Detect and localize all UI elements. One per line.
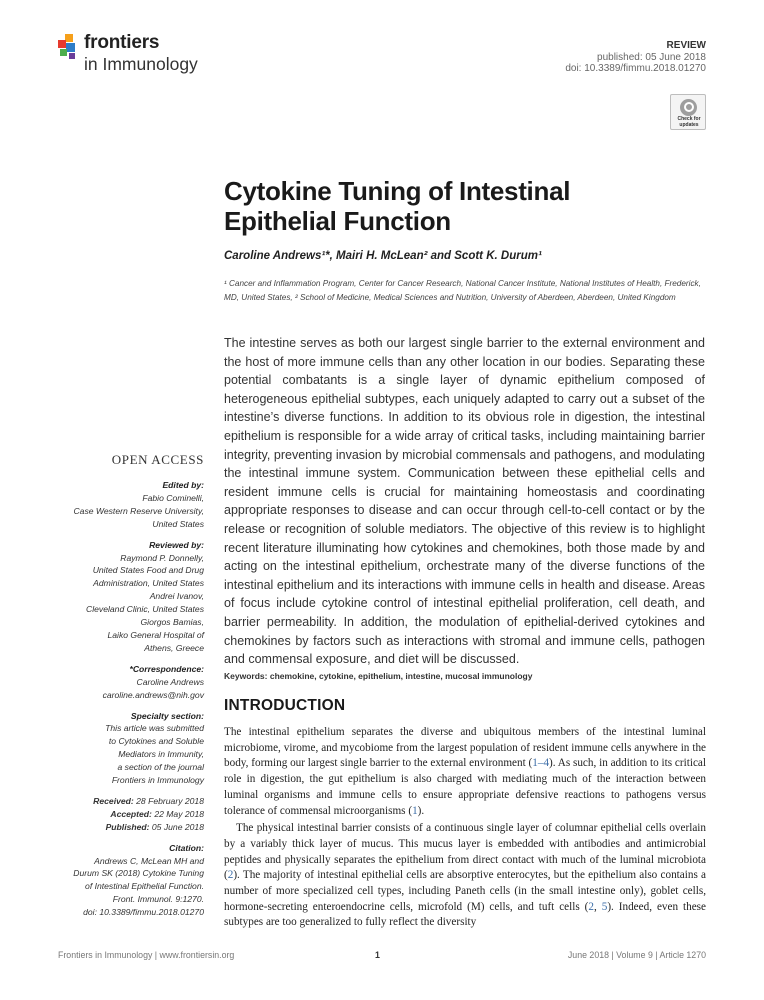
sidebar-line: Caroline Andrews bbox=[136, 676, 204, 687]
sidebar-line: a section of the journal bbox=[117, 762, 204, 773]
article-sidebar bbox=[58, 452, 204, 927]
correspondence-section bbox=[58, 663, 204, 702]
intro-paragraph-1: The intestinal epithelium separates the diverse and ubiquitous members of the intestinal luminal microbiome, virome, and mycobiome from the largest population of resident immune cells anywhere in the body, forming our largest single barrier to the external environment (1–4). As such, in addition to its critical role in digestion, the gut epithelium is also charged with mediating much of the interaction between luminal organisms and immune cells to ensure appropriate defensive reactions to pathogens versus tolerance of commensal microorganisms (1). bbox=[224, 726, 706, 817]
reviewed-by-heading: Reviewed by: bbox=[149, 539, 204, 550]
citation-link[interactable]: 5 bbox=[601, 900, 608, 913]
sidebar-line: Mediators in Immunity, bbox=[118, 749, 204, 760]
sidebar-line: to Cytokines and Soluble bbox=[108, 736, 204, 747]
sidebar-line: Andrei Ivanov, bbox=[149, 591, 204, 602]
logo-wordmark-journal: in Immunology bbox=[84, 54, 198, 74]
sidebar-line: Giorgos Bamias, bbox=[140, 617, 204, 628]
correspondence-email[interactable]: caroline.andrews@nih.gov bbox=[102, 689, 204, 700]
article-doi[interactable]: doi: 10.3389/fimmu.2018.01270 bbox=[565, 63, 706, 74]
title-line-2: Epithelial Function bbox=[224, 206, 451, 236]
intro-paragraph-2: The physical intestinal barrier consists of a continuous single layer of columnar epithelial cells overlain by a variably thick layer of mucus. This mucus layer is embedded with antibodies and antimicrobial peptides and physically separates the epithelium from direct contact with much of the luminal microbiota (2). The majority of intestinal epithelial cells are absorptive enterocytes, but the epithelium also contains a number of more specialized cell types, including Paneth cells (in the small intestine only), goblet cells, hormone-secreting enteroendocrine cells, microfold (M) cells, and tuft cells (2, 5). Indeed, even these subtypes are too generalized to fully reflect the diversity bbox=[224, 822, 706, 929]
keywords bbox=[224, 671, 704, 681]
abstract-text: The intestine serves as both our largest single barrier to the external environment and the host of more immune cells than any other location in our bodies. Separating these potential combatants is a single layer of dynamic epithelium composed of heterogeneous epithelial subtypes, each uniquely adapted to carry out a subset of the intestine’s diverse functions. In addition to its obvious role in digestion, the intestinal epithelium is responsible for a wide array of critical tasks, including maintaining barrier integrity, preventing invasion by microbial commensals and pathogens, and modulating the intestinal immune system. Communication between these epithelial cells and resident immune cells is crucial for maintaining homeostasis and coordinating appropriate responses to disease and can occur through cell-to-cell contact or by the release or recognition of soluble mediators. The objective of this review is to highlight recent literature illuminating how cytokines and chemokines, both those made by and acting on the intestinal epithelium, orchestrate many of the diverse functions of the intestinal epithelium and its interactions with immune cells in health and disease. Areas of focus include cytokine control of intestinal epithelial proliferation, cell death, and barrier permeability. In addition, the modulation of epithelial-derived cytokines and chemokines by factors such as interactions with stromal and immune cells, pathogen and commensal exposure, and diet will be discussed. bbox=[224, 336, 705, 667]
specialty-section bbox=[58, 710, 204, 787]
accepted-date: Accepted: 22 May 2018 bbox=[110, 808, 204, 819]
received-date: Received: 28 February 2018 bbox=[93, 795, 204, 806]
article-meta bbox=[565, 40, 706, 75]
specialty-heading: Specialty section: bbox=[130, 710, 204, 721]
sidebar-line: Frontiers in Immunology bbox=[111, 775, 204, 786]
check-for-updates-badge[interactable] bbox=[670, 94, 706, 130]
sidebar-line: Andrews C, McLean MH and bbox=[94, 855, 204, 866]
sidebar-line: of Intestinal Epithelial Function. bbox=[85, 881, 204, 892]
correspondence-heading: *Correspondence: bbox=[129, 663, 204, 674]
keywords-label: Keywords: bbox=[224, 671, 268, 681]
sidebar-line: United States Food and Drug bbox=[92, 565, 204, 576]
citation-heading: Citation: bbox=[169, 842, 204, 853]
dates-section bbox=[58, 795, 204, 834]
footer-issue-info: June 2018 | Volume 9 | Article 1270 bbox=[567, 950, 706, 960]
logo-wordmark-frontiers: frontiers bbox=[84, 32, 160, 53]
page-footer bbox=[58, 950, 706, 964]
title-line-1: Cytokine Tuning of Intestinal bbox=[224, 176, 571, 206]
sidebar-line: Athens, Greece bbox=[144, 642, 204, 653]
sidebar-line: Durum SK (2018) Cytokine Tuning bbox=[73, 868, 204, 879]
article-type: REVIEW bbox=[666, 40, 706, 51]
journal-logo[interactable] bbox=[58, 32, 228, 80]
sidebar-line: Laiko General Hospital of bbox=[107, 629, 204, 640]
sidebar-line: Administration, United States bbox=[93, 578, 204, 589]
article-title bbox=[224, 176, 704, 236]
section-heading-introduction: INTRODUCTION bbox=[224, 697, 346, 714]
reviewed-by-section bbox=[58, 539, 204, 655]
citation-link[interactable]: 1–4 bbox=[532, 757, 550, 770]
affiliations: ¹ Cancer and Inflammation Program, Center for Cancer Research, National Cancer Institute, National Institutes of Health, Frederick, MD, United States, ² School of Medicine, Medical Sciences and Nutrition, University of Aberdeen, Aberdeen, United Kingdom bbox=[224, 279, 701, 302]
citation-link[interactable]: 2 bbox=[588, 900, 594, 913]
sidebar-line: Raymond P. Donnelly, bbox=[120, 552, 204, 563]
published-date-sidebar: Published: 05 June 2018 bbox=[105, 821, 204, 832]
sidebar-line: This article was submitted bbox=[105, 723, 204, 734]
introduction-body bbox=[224, 725, 706, 931]
open-access-label: OPEN ACCESS bbox=[111, 452, 204, 467]
citation-link[interactable]: 2 bbox=[227, 869, 234, 882]
edited-by-heading: Edited by: bbox=[162, 480, 204, 490]
update-check-icon bbox=[680, 99, 697, 116]
published-date: published: 05 June 2018 bbox=[597, 51, 706, 63]
frontiers-logo-icon bbox=[58, 34, 80, 60]
edited-by-section bbox=[58, 479, 204, 531]
citation-link[interactable]: 1 bbox=[412, 804, 418, 817]
sidebar-line: Cleveland Clinic, United States bbox=[86, 604, 204, 615]
check-for-updates-label: Check for updates bbox=[677, 116, 701, 128]
sidebar-line: Case Western Reserve University, bbox=[73, 505, 204, 516]
sidebar-line: Front. Immunol. 9:1270. bbox=[112, 894, 204, 905]
page-number: 1 bbox=[375, 950, 380, 960]
author-list: Caroline Andrews¹*, Mairi H. McLean² and Scott K. Durum¹ bbox=[224, 250, 542, 262]
sidebar-line: United States bbox=[152, 518, 204, 529]
citation-doi[interactable]: doi: 10.3389/fimmu.2018.01270 bbox=[83, 907, 204, 918]
sidebar-line: Fabio Cominelli, bbox=[142, 492, 204, 503]
footer-journal-site[interactable]: Frontiers in Immunology | www.frontiersin.org bbox=[58, 950, 235, 960]
citation-section bbox=[58, 842, 204, 919]
keywords-text: chemokine, cytokine, epithelium, intestine, mucosal immunology bbox=[269, 671, 533, 681]
